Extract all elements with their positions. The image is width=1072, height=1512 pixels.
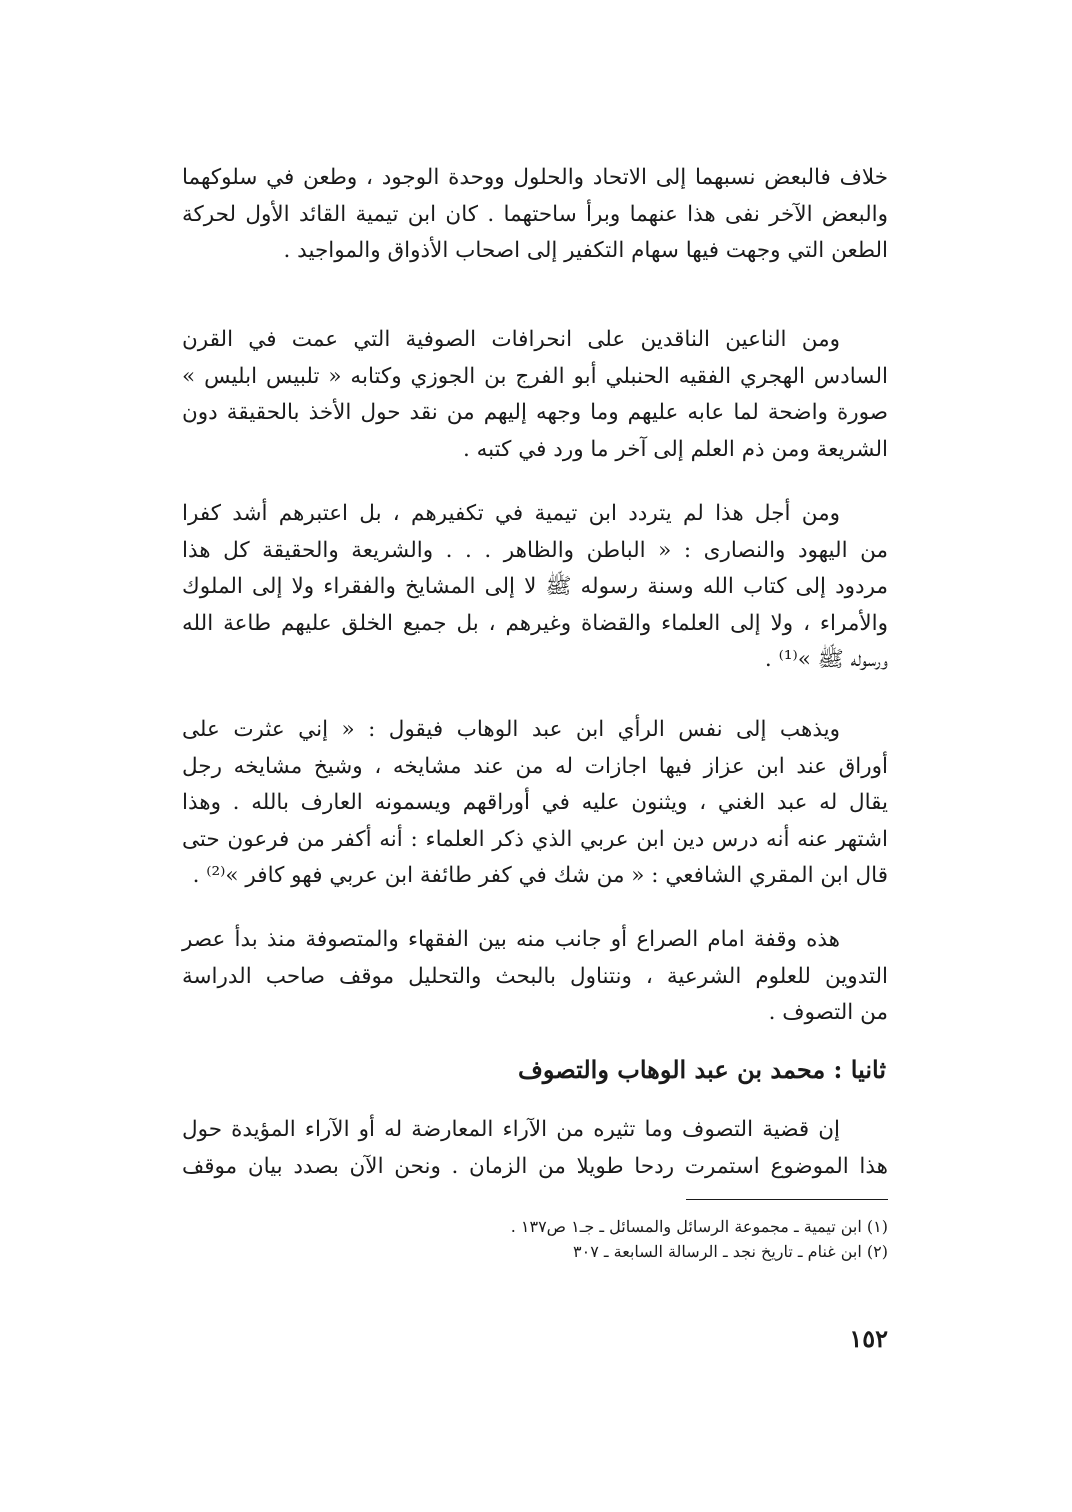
text-line: والأمراء ، ولا إلى العلماء والقضاة وغيرهم ، بل جميع الخلق عليهم طاعة الله	[182, 610, 888, 636]
text-line: الشريعة ومن ذم العلم إلى آخر ما ورد في كتبه .	[462, 436, 888, 462]
text-line: ويذهب إلى نفس الرأي ابن عبد الوهاب فيقول : « إني عثرت على	[182, 717, 840, 742]
footnote: (١) ابن تيمية ـ مجموعة الرسائل والمسائل ـ جـ١ ص١٣٧ .	[510, 1217, 888, 1236]
text-line: الطعن التي وجهت فيها سهام التكفير إلى اصحاب الأذواق والمواجيد .	[283, 238, 888, 263]
text-line: اشتهر عنه أنه درس دين ابن عربي الذي ذكر العلماء : أنه أكفر من فرعون حتى	[182, 826, 888, 852]
text-line: هذا الموضوع استمرت ردحا طويلا من الزمان . ونحن الآن بصدد بيان موقف	[182, 1153, 888, 1179]
text-line: مردود إلى كتاب الله وسنة رسوله ﷺ لا إلى المشايخ والفقراء ولا إلى الملوك	[182, 574, 888, 599]
text-line: ورسوله ﷺ »⁽¹⁾ .	[764, 647, 888, 672]
text-line: التدوين للعلوم الشرعية ، ونتناول بالبحث والتحليل موقف صاحب الدراسة	[182, 963, 888, 989]
paragraph-4	[182, 712, 888, 895]
text-line: صورة واضحة لما عابه عليهم وما وجهه إليهم من نقد حول الأخذ بالحقيقة دون	[182, 400, 888, 425]
text-line: من اليهود والنصارى : « الباطن والظاهر . . . والشريعة والحقيقة كل هذا	[182, 537, 888, 563]
text-line: إن قضية التصوف وما تثيره من الآراء المعارضة له أو الآراء المؤيدة حول	[182, 1117, 840, 1142]
section-heading: ثانيا : محمد بن عبد الوهاب والتصوف	[518, 1055, 886, 1084]
footnotes	[182, 1214, 888, 1264]
text-line: ومن أجل هذا لم يتردد ابن تيمية في تكفيرهم ، بل اعتبرهم أشد كفرا	[182, 501, 840, 526]
text-line: يقال له عبد الغني ، ويثنون عليه في أوراقهم ويسمونه العارف بالله . وهذا	[182, 790, 888, 815]
text-line: هذه وقفة امام الصراع أو جانب منه بين الفقهاء والمتصوفة منذ بدأ عصر	[182, 927, 840, 952]
page-number: ١٥٢	[849, 1324, 888, 1353]
text-line: خلاف فالبعض نسبهما إلى الاتحاد والحلول ووحدة الوجود ، وطعن في سلوكهما	[182, 165, 888, 190]
text-line: أوراق عند ابن عزاز فيها اجازات له من عند مشايخه ، وشيخ مشايخه رجل	[182, 753, 888, 779]
paragraph-5	[182, 922, 888, 1032]
text-line: قال ابن المقري الشافعي : « من شك في كفر طائفة ابن عربي فهو كافر »⁽²⁾ .	[192, 863, 888, 888]
paragraph-6	[182, 1112, 888, 1185]
paragraph-2	[182, 322, 888, 468]
footnote: (٢) ابن غنام ـ تاريخ نجد ـ الرسالة السابعة ـ ٣٠٧	[573, 1242, 888, 1261]
footnote-divider	[686, 1199, 888, 1200]
paragraph-1	[182, 160, 888, 270]
text-line: السادس الهجري الفقيه الحنبلي أبو الفرج بن الجوزي وكتابه « تلبيس ابليس »	[182, 363, 888, 389]
text-line: من التصوف .	[768, 1000, 888, 1025]
paragraph-3	[182, 496, 888, 679]
text-line: والبعض الآخر نفى هذا عنهما وبرأ ساحتهما . كان ابن تيمية القائد الأول لحركة	[182, 201, 888, 227]
text-line: ومن الناعين الناقدين على انحرافات الصوفية التي عمت في القرن	[182, 327, 840, 352]
